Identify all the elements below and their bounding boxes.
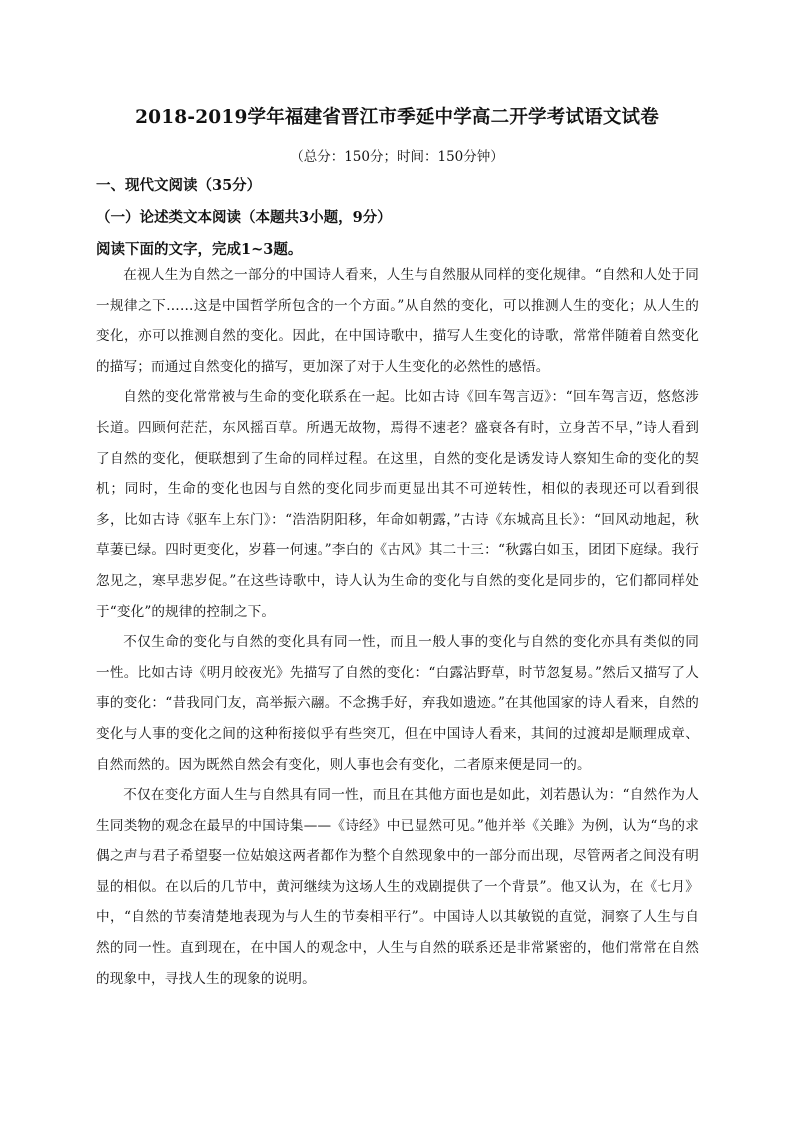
section-heading: 一、现代文阅读（35分）: [96, 177, 262, 194]
reading-passage: [96, 260, 699, 994]
exam-title: 2018-2019学年福建省晋江市季延中学高二开学考试语文试卷: [135, 107, 659, 128]
passage-paragraph-1: 在视人生为自然之一部分的中国诗人看来，人生与自然服从同样的变化规律。“自然和人处于同一规律之下……这是中国哲学所包含的一个方面。”从自然的变化，可以推测人生的变化；从人生的变化，亦可以推测自然的变化。因此，在中国诗歌中，描写人生变化的诗歌，常常伴随着自然变化的描写；而通过自然变化的描写，更加深了对于人生变化的必然性的感悟。: [96, 267, 699, 375]
reading-instruction: 阅读下面的文字，完成1~3题。: [96, 241, 303, 258]
passage-paragraph-3: 不仅生命的变化与自然的变化具有同一性，而且一般人事的变化与自然的变化亦具有类似的同一性。比如古诗《明月皎夜光》先描写了自然的变化：“白露沾野草，时节忽复易。”然后又描写了人事的变化：“昔我同门友，高举振六翮。不念携手好，弃我如遗迹。”在其他国家的诗人看来，自然的变化与人事的变化之间的这种衔接似乎有些突兀，但在中国诗人看来，其间的过渡却是顺理成章、自然而然的。因为既然自然会有变化，则人事也会有变化，二者原来便是同一的。: [96, 634, 699, 773]
subsection-heading: （一）论述类文本阅读（本题共3小题，9分）: [96, 209, 392, 226]
passage-paragraph-4: 不仅在变化方面人生与自然具有同一性，而且在其他方面也是如此，刘若愚认为：“自然作为人生同类物的观念在最早的中国诗集——《诗经》中已显然可见。”他并举《关雎》为例，认为“鸟的求偶之声与君子希望娶一位姑娘这两者都作为整个自然现象中的一部分而出现，尽管两者之间没有明显的相似。在以后的几节中，黄河继续为这场人生的戏剧提供了一个背景”。他又认为，在《七月》中，“自然的节奏清楚地表现为与人生的节奏相平行”。中国诗人以其敏锐的直觉，洞察了人生与自然的同一性。直到现在，在中国人的观念中，人生与自然的联系还是非常紧密的，他们常常在自然的现象中，寻找人生的现象的说明。: [96, 787, 699, 987]
exam-score-time: （总分：150分；时间：150分钟）: [290, 149, 504, 165]
passage-paragraph-2: 自然的变化常常被与生命的变化联系在一起。比如古诗《回车驾言迈》：“回车驾言迈，悠悠涉长道。四顾何茫茫，东风摇百草。所遇无故物，焉得不速老？盛衰各有时，立身苦不早，”诗人看到了自然的变化，便联想到了生命的同样过程。在这里，自然的变化是诱发诗人察知生命的变化的契机；同时，生命的变化也因与自然的变化同步而更显出其不可逆转性，相似的表现还可以看到很多，比如古诗《驱车上东门》：“浩浩阴阳移，年命如朝露，”古诗《东城高且长》：“回风动地起，秋草萋已绿。四时更变化，岁暮一何速。”李白的《古风》其二十三：“秋露白如玉，团团下庭绿。我行忽见之，寒早悲岁促。”在这些诗歌中，诗人认为生命的变化与自然的变化是同步的，它们都同样处于“变化”的规律的控制之下。: [96, 389, 699, 620]
